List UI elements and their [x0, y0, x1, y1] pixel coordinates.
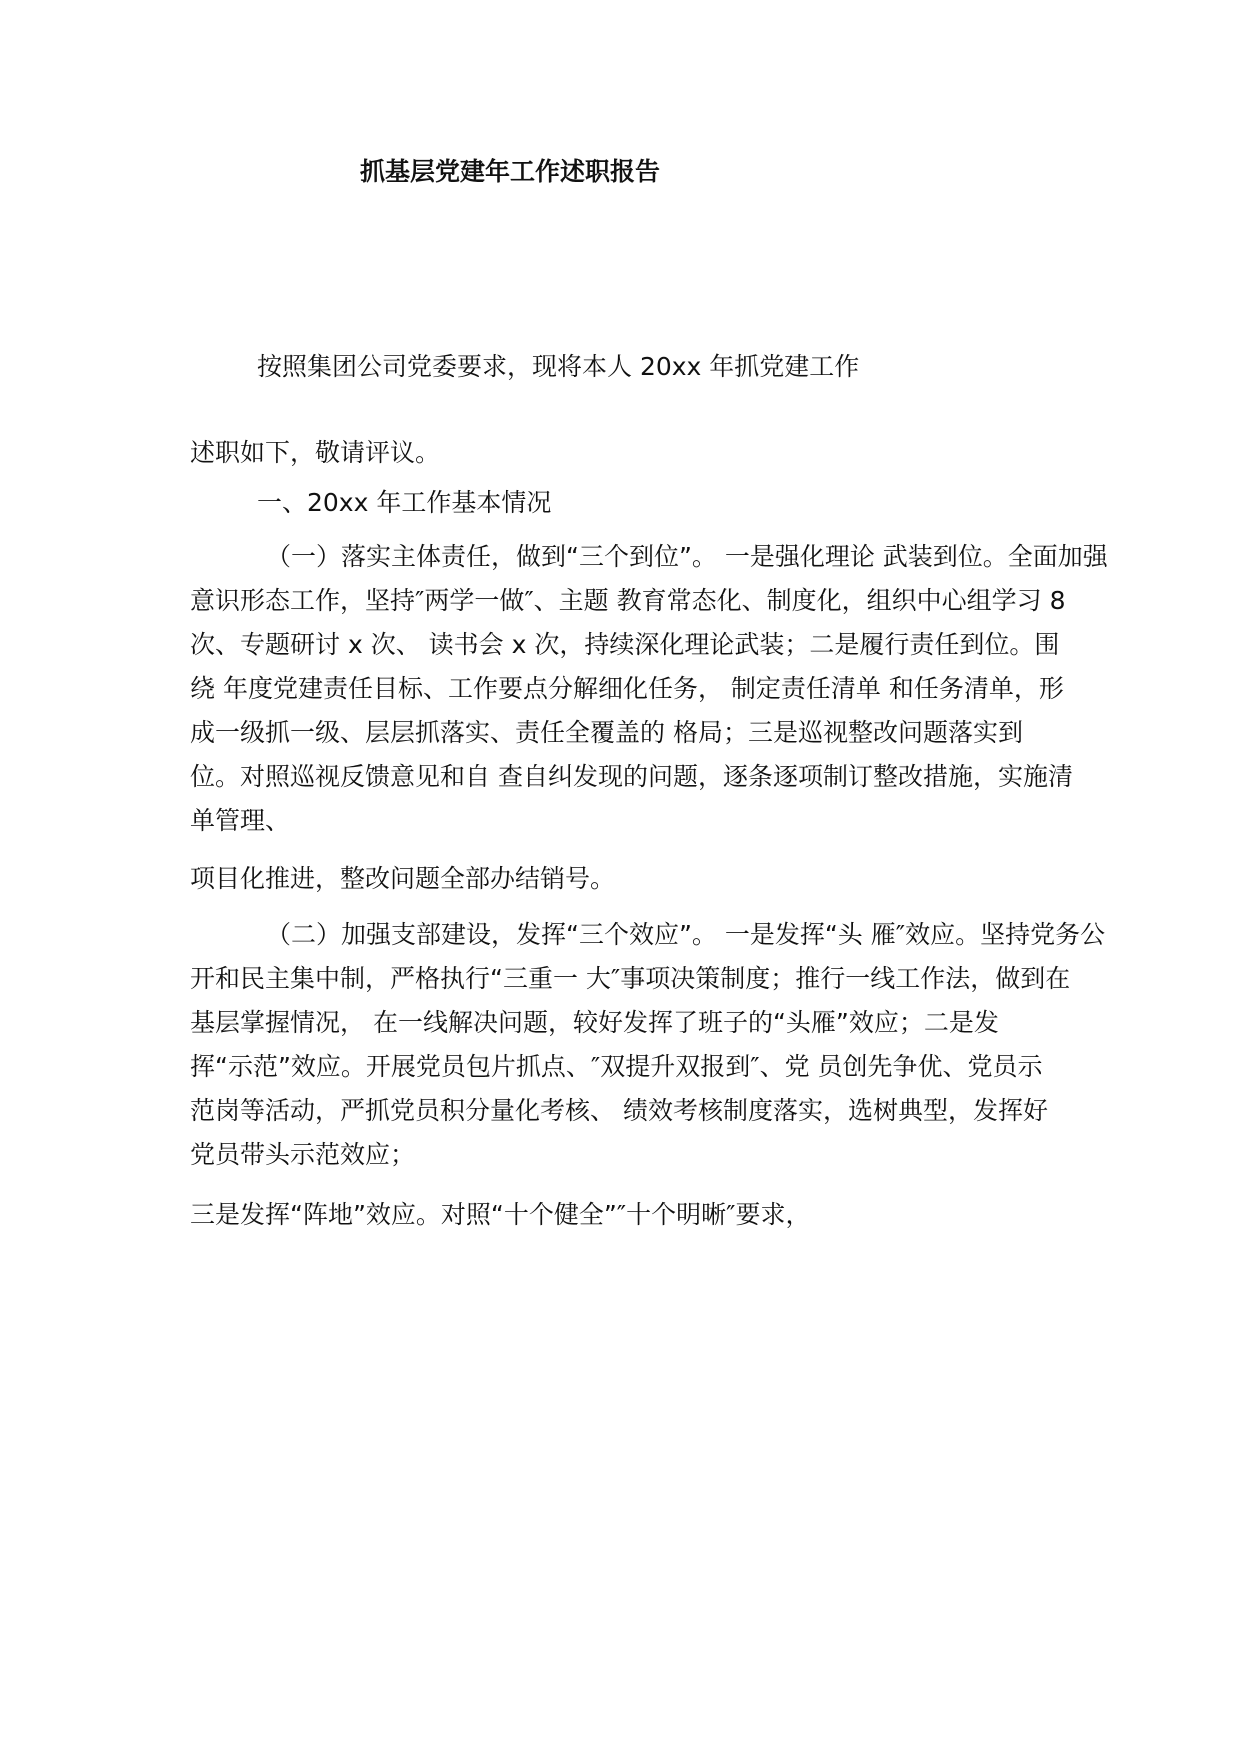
paragraph-line: 挥“示范”效应。开展党员包片抓点、″双提升双报到″、党 员创先争优、党员示: [190, 1052, 1043, 1081]
paragraph-line: 意识形态工作，坚持″两学一做″、主题 教育常态化、制度化，组织中心组学习 8: [190, 586, 1066, 615]
document-title: 抓基层党建年工作述职报告: [360, 157, 661, 186]
paragraph-line: 单管理、: [190, 806, 291, 835]
paragraph-line: 绕 年度党建责任目标、工作要点分解细化任务， 制定责任清单 和任务清单，形: [190, 674, 1064, 703]
paragraph-line: 党员带头示范效应；: [190, 1140, 416, 1169]
paragraph-line: （二）加强支部建设，发挥“三个效应”。 一是发挥“头 雁″效应。坚持党务公: [266, 920, 1106, 949]
paragraph-line: 次、专题研讨 x 次、 读书会 x 次，持续深化理论武装；二是履行责任到位。围: [190, 630, 1060, 659]
paragraph-line: 按照集团公司党委要求，现将本人 20xx 年抓党建工作: [257, 352, 860, 381]
paragraph-line: 范岗等活动，严抓党员积分量化考核、 绩效考核制度落实，选树典型，发挥好: [190, 1096, 1048, 1125]
paragraph-line: 开和民主集中制，严格执行“三重一 大″事项决策制度；推行一线工作法，做到在: [190, 964, 1071, 993]
paragraph-line: 述职如下，敬请评议。: [190, 438, 441, 467]
section-heading: 一、20xx 年工作基本情况: [257, 488, 552, 517]
paragraph-line: 成一级抓一级、层层抓落实、责任全覆盖的 格局；三是巡视整改问题落实到: [190, 718, 1023, 747]
paragraph-line: 位。对照巡视反馈意见和自 查自纠发现的问题，逐条逐项制订整改措施，实施清: [190, 762, 1073, 791]
paragraph-line: （一）落实主体责任，做到“三个到位”。 一是强化理论 武装到位。全面加强: [266, 542, 1108, 571]
paragraph-line: 三是发挥“阵地”效应。对照“十个健全”″十个明晰″要求，: [190, 1200, 811, 1229]
paragraph-line: 基层掌握情况， 在一线解决问题，较好发挥了班子的“头雁”效应；二是发: [190, 1008, 999, 1037]
paragraph-line: 项目化推进，整改问题全部办结销号。: [190, 864, 616, 893]
